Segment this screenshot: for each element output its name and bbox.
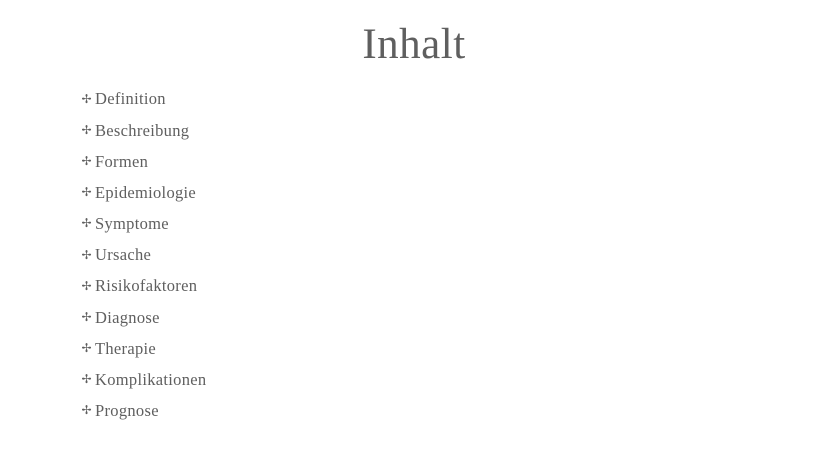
list-item-label: Therapie xyxy=(95,338,157,358)
bullet-icon: ✢ xyxy=(81,403,92,418)
list-item-label: Risikofaktoren xyxy=(95,276,198,296)
bullet-icon: ✢ xyxy=(81,91,92,106)
bullet-icon: ✢ xyxy=(81,216,92,231)
list-item xyxy=(78,365,206,396)
list-item xyxy=(78,396,206,427)
list-item-label: Epidemiologie xyxy=(95,182,197,202)
list-item xyxy=(78,334,206,365)
bullet-icon: ✢ xyxy=(81,185,92,200)
list-item-label: Diagnose xyxy=(95,307,160,327)
bullet-icon: ✢ xyxy=(81,122,92,137)
list-item xyxy=(78,84,206,115)
slide-title: Inhalt xyxy=(362,21,466,68)
toc-list xyxy=(78,84,206,427)
list-item xyxy=(78,240,206,271)
list-item xyxy=(78,146,206,177)
list-item-label: Prognose xyxy=(95,401,159,421)
list-item xyxy=(78,302,206,333)
bullet-icon: ✢ xyxy=(81,153,92,168)
bullet-icon: ✢ xyxy=(81,372,92,387)
list-item-label: Beschreibung xyxy=(95,120,190,140)
list-item xyxy=(78,209,206,240)
bullet-icon: ✢ xyxy=(81,309,92,324)
bullet-icon: ✢ xyxy=(81,341,92,356)
list-item-label: Ursache xyxy=(95,245,152,265)
list-item-label: Formen xyxy=(95,151,149,171)
list-item-label: Symptome xyxy=(95,214,169,234)
list-item xyxy=(78,115,206,146)
list-item xyxy=(78,178,206,209)
list-item xyxy=(78,271,206,302)
list-item-label: Definition xyxy=(95,89,166,109)
list-item-label: Komplikationen xyxy=(95,370,207,390)
bullet-icon: ✢ xyxy=(81,278,92,293)
bullet-icon: ✢ xyxy=(81,247,92,262)
